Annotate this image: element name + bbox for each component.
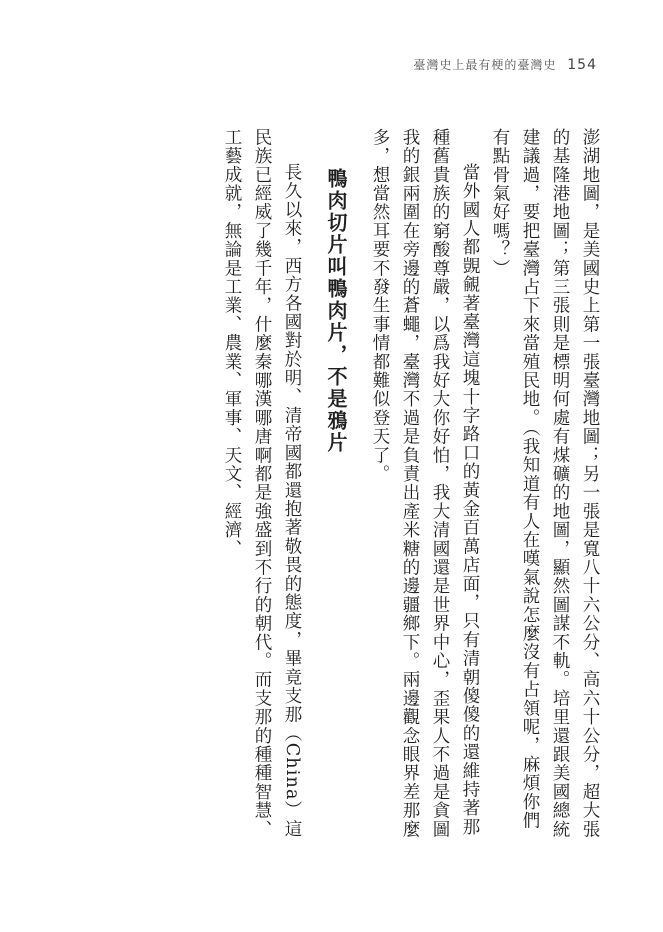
paragraph-2: 當外國人都覬覦著臺灣這塊十字路口的黃金百萬店面，只有清朝傻傻的還維持著那種舊貴族的窮酸尊嚴，以爲我好大你好怕，我大清國還是世界中心，歪果人不過是貪圖我的銀兩圍在旁邊的蒼蠅，臺灣不過是負責出產米糖的邊疆鄉下。兩邊觀念眼界差那麼多，想當然耳要不發生事情都難似登天了。	[370, 128, 480, 839]
book-title: 臺灣史上最有梗的臺灣史	[413, 58, 557, 72]
paragraph-1: 澎湖地圖，是美國史上第一張臺灣地圖；另一張是寬八十六公分、高六十公分，超大張的基隆港地圖；第三張則是標明何處有煤礦的地圖，顯然圖謀不軌。培里還跟美國總統建議過，要把臺灣占下來當殖民地。（我知道有人在嘆氣說怎麼沒有占領呢，麻煩你們有點骨氣好嗎？）	[490, 128, 600, 839]
paragraph-3: 長久以來，西方各國對於明、清帝國都還抱著敬畏的態度，畢竟支那（China）這民族已經威了幾千年，什麼秦哪漢哪唐啊都是強盛到不行的朝代。而支那的種種智慧、工藝成就，無論是工業、農業、軍事、天文、經濟、	[222, 128, 302, 839]
section-heading: 鴨肉切片叫鴨肉片，不是鴉片	[324, 168, 348, 454]
page-number: 154	[567, 57, 597, 73]
page-body	[45, 128, 605, 848]
running-head	[413, 56, 597, 73]
